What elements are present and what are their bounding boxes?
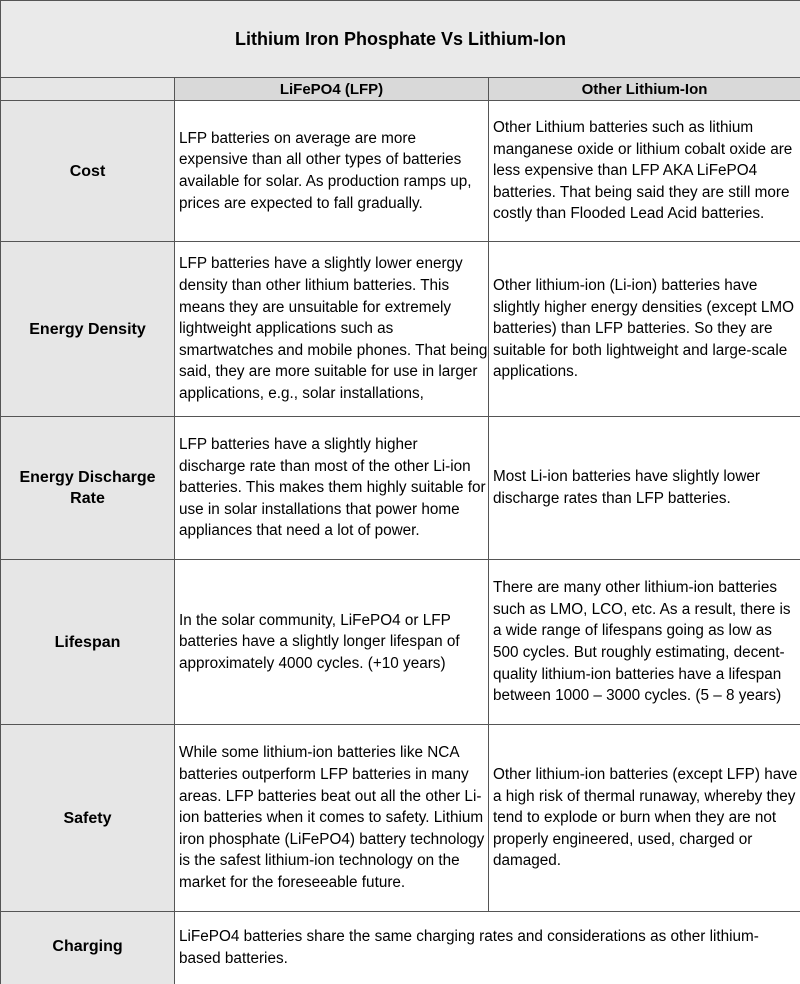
cell-cost-lfp: LFP batteries on average are more expensive than all other types of batteries available for solar. As production ramps up, prices are expected to fall gradually. <box>175 101 489 242</box>
cell-lifespan-other: There are many other lithium-ion batteries such as LMO, LCO, etc. As a result, there is a wide range of lifespans going as low as 500 cycles. But roughly estimating, decent-quality lithium-ion batteries have a lifespan between 1000 – 3000 cycles. (5 – 8 years) <box>489 560 800 725</box>
row-label-lifespan: Lifespan <box>1 560 175 725</box>
row-label-cost: Cost <box>1 101 175 242</box>
cell-cost-other: Other Lithium batteries such as lithium manganese oxide or lithium cobalt oxide are less expensive than LFP AKA LiFePO4 batteries. That being said they are still more costly than Flooded Lead Acid batteries. <box>489 101 800 242</box>
title-row <box>1 1 800 78</box>
cell-energy-density-other: Other lithium-ion (Li-ion) batteries have slightly higher energy densities (except LMO batteries) than LFP batteries. So they are suitable for both lightweight and large-scale applications. <box>489 242 800 417</box>
row-label-discharge-rate: Energy Discharge Rate <box>1 417 175 560</box>
cell-charging-both: LiFePO4 batteries share the same charging rates and considerations as other lithium-based batteries. <box>175 912 800 984</box>
table-row-lifespan <box>1 560 800 725</box>
header-corner-cell <box>1 78 175 101</box>
row-label-charging: Charging <box>1 912 175 984</box>
cell-safety-lfp: While some lithium-ion batteries like NCA batteries outperform LFP batteries in many areas. LFP batteries beat out all the other Li-ion batteries when it comes to safety. Lithium iron phosphate (LiFePO4) battery technology is the safest lithium-ion technology on the market for the foreseeable future. <box>175 725 489 912</box>
table-title: Lithium Iron Phosphate Vs Lithium-Ion <box>1 1 800 78</box>
cell-discharge-rate-other: Most Li-ion batteries have slightly lower discharge rates than LFP batteries. <box>489 417 800 560</box>
table-row-energy-density <box>1 242 800 417</box>
cell-lifespan-lfp: In the solar community, LiFePO4 or LFP batteries have a slightly longer lifespan of approximately 4000 cycles. (+10 years) <box>175 560 489 725</box>
table-row-cost <box>1 101 800 242</box>
column-header-lfp: LiFePO4 (LFP) <box>175 78 489 101</box>
column-header-other: Other Lithium-Ion <box>489 78 800 101</box>
table-row-discharge-rate <box>1 417 800 560</box>
row-label-energy-density: Energy Density <box>1 242 175 417</box>
table-row-safety <box>1 725 800 912</box>
cell-energy-density-lfp: LFP batteries have a slightly lower energy density than other lithium batteries. This means they are unsuitable for extremely lightweight applications such as smartwatches and mobile phones. That being said, they are more suitable for use in larger applications, e.g., solar installations, <box>175 242 489 417</box>
cell-safety-other: Other lithium-ion batteries (except LFP) have a high risk of thermal runaway, whereby they tend to explode or burn when they are not properly engineered, used, charged or damaged. <box>489 725 800 912</box>
row-label-safety: Safety <box>1 725 175 912</box>
header-row <box>1 78 800 101</box>
cell-discharge-rate-lfp: LFP batteries have a slightly higher discharge rate than most of the other Li-ion batteries. This makes them highly suitable for use in solar installations that power home appliances that need a lot of power. <box>175 417 489 560</box>
table-row-charging <box>1 912 800 984</box>
